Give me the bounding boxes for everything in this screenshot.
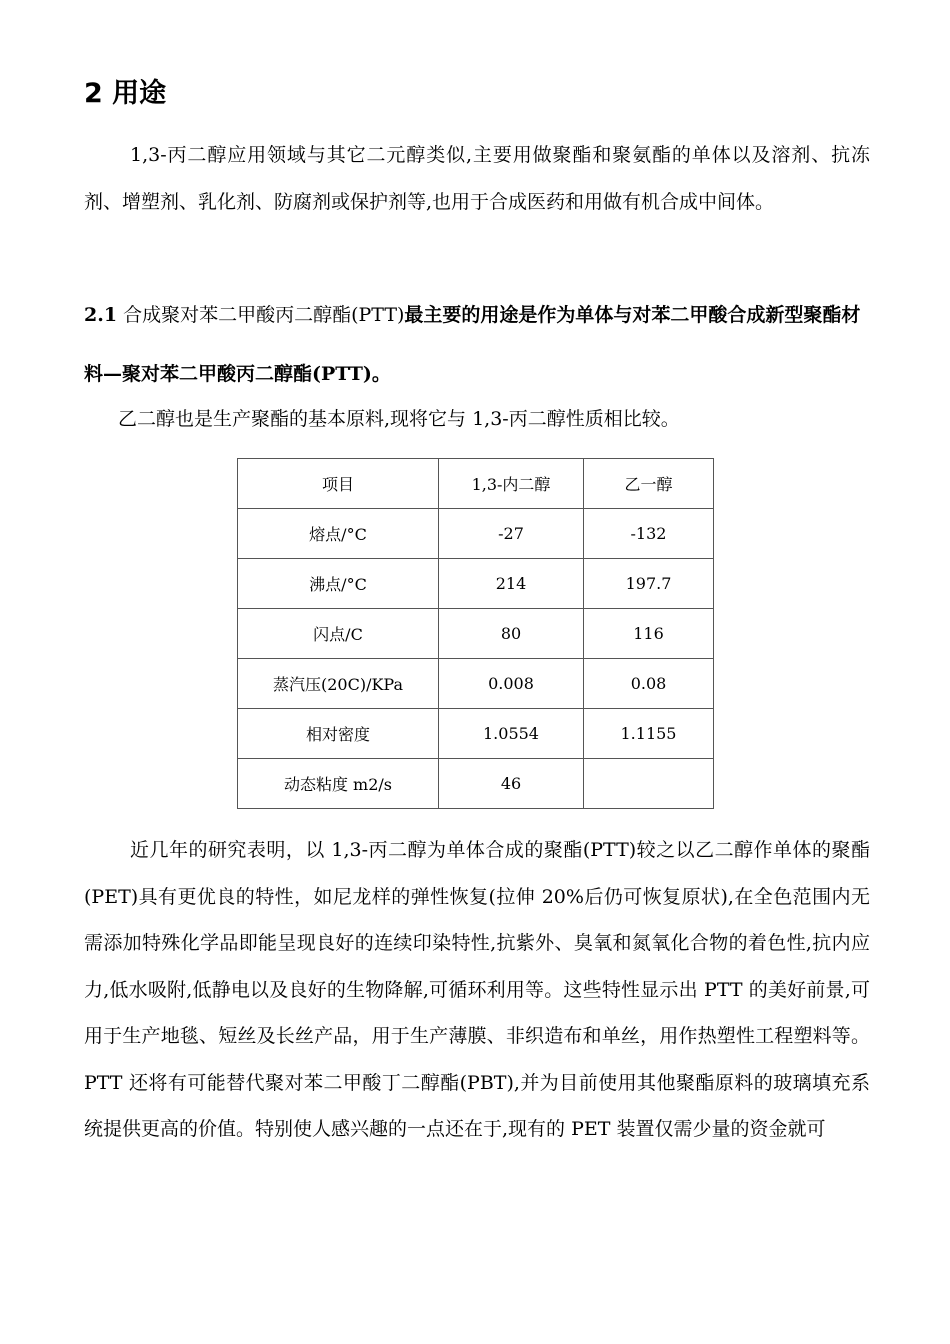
table-row — [238, 659, 714, 709]
subsection-paragraph — [84, 286, 874, 404]
table-cell: 蒸汽压(20C)/KPa — [238, 659, 439, 709]
table-cell: 1.1155 — [584, 709, 714, 759]
body-paragraph: 近几年的研究表明，以 1,3-丙二醇为单体合成的聚酯(PTT)较之以乙二醇作单体的聚酯(PET)具有更优良的特性，如尼龙样的弹性恢复(拉伸 20%后仍可恢复原状),在全色范围内无需添加特殊化学品即能呈现良好的连续印染特性,抗紫外、臭氧和氮氧化合物的着色性,抗内应力,低水吸附,低静电以及良好的生物降解,可循环利用等。这些特性显示出 PTT 的美好前景,可用于生产地毯、短丝及长丝产品，用于生产薄膜、非织造布和单丝，用作热塑性工程塑料等。PTT 还将有可能替代聚对苯二甲酸丁二醇酯(PBT),并为目前使用其他聚酯原料的玻璃填充系统提供更高的价值。特别使人感兴趣的一点还在于,现有的 PET 装置仅需少量的资金就可 — [84, 839, 870, 1140]
table-row — [238, 709, 714, 759]
table-cell: 熔点/°C — [238, 509, 439, 559]
property-comparison-table — [237, 458, 714, 809]
subsection-title-bold: 最主要的用途是作为单体与对苯二甲酸合成新型聚酯材料—聚对苯二甲酸丙二醇酯(PTT)。 — [84, 304, 861, 385]
table-cell: 动态粘度 m2/s — [238, 759, 439, 809]
table-header-cell: 乙一醇 — [584, 459, 714, 509]
table-cell: 1.0554 — [439, 709, 584, 759]
table-header-cell: 1,3-内二醇 — [439, 459, 584, 509]
table-header-row — [238, 459, 714, 509]
compare-sentence: 乙二醇也是生产聚酯的基本原料,现将它与 1,3-丙二醇性质相比较。 — [118, 408, 680, 430]
subsection-title-plain: 合成聚对苯二甲酸丙二醇酯(PTT) — [123, 304, 405, 326]
table-cell: 80 — [439, 609, 584, 659]
table-cell: -27 — [439, 509, 584, 559]
table-cell: 46 — [439, 759, 584, 809]
table-cell: 沸点/°C — [238, 559, 439, 609]
table-cell — [584, 759, 714, 809]
table-cell: 相对密度 — [238, 709, 439, 759]
table-row — [238, 609, 714, 659]
table-cell: 214 — [439, 559, 584, 609]
table-row — [238, 509, 714, 559]
table-cell: 闪点/C — [238, 609, 439, 659]
section-heading: 2 用途 — [84, 78, 167, 109]
table-cell: 0.08 — [584, 659, 714, 709]
subsection-number: 2.1 — [84, 304, 118, 326]
table-cell: 116 — [584, 609, 714, 659]
table-header-cell: 项目 — [238, 459, 439, 509]
table-cell: -132 — [584, 509, 714, 559]
table-row — [238, 759, 714, 809]
table-cell: 197.7 — [584, 559, 714, 609]
intro-paragraph: 1,3-丙二醇应用领域与其它二元醇类似,主要用做聚酯和聚氨酯的单体以及溶剂、抗冻剂、增塑剂、乳化剂、防腐剂或保护剂等,也用于合成医药和用做有机合成中间体。 — [84, 144, 870, 213]
table-cell: 0.008 — [439, 659, 584, 709]
table-row — [238, 559, 714, 609]
